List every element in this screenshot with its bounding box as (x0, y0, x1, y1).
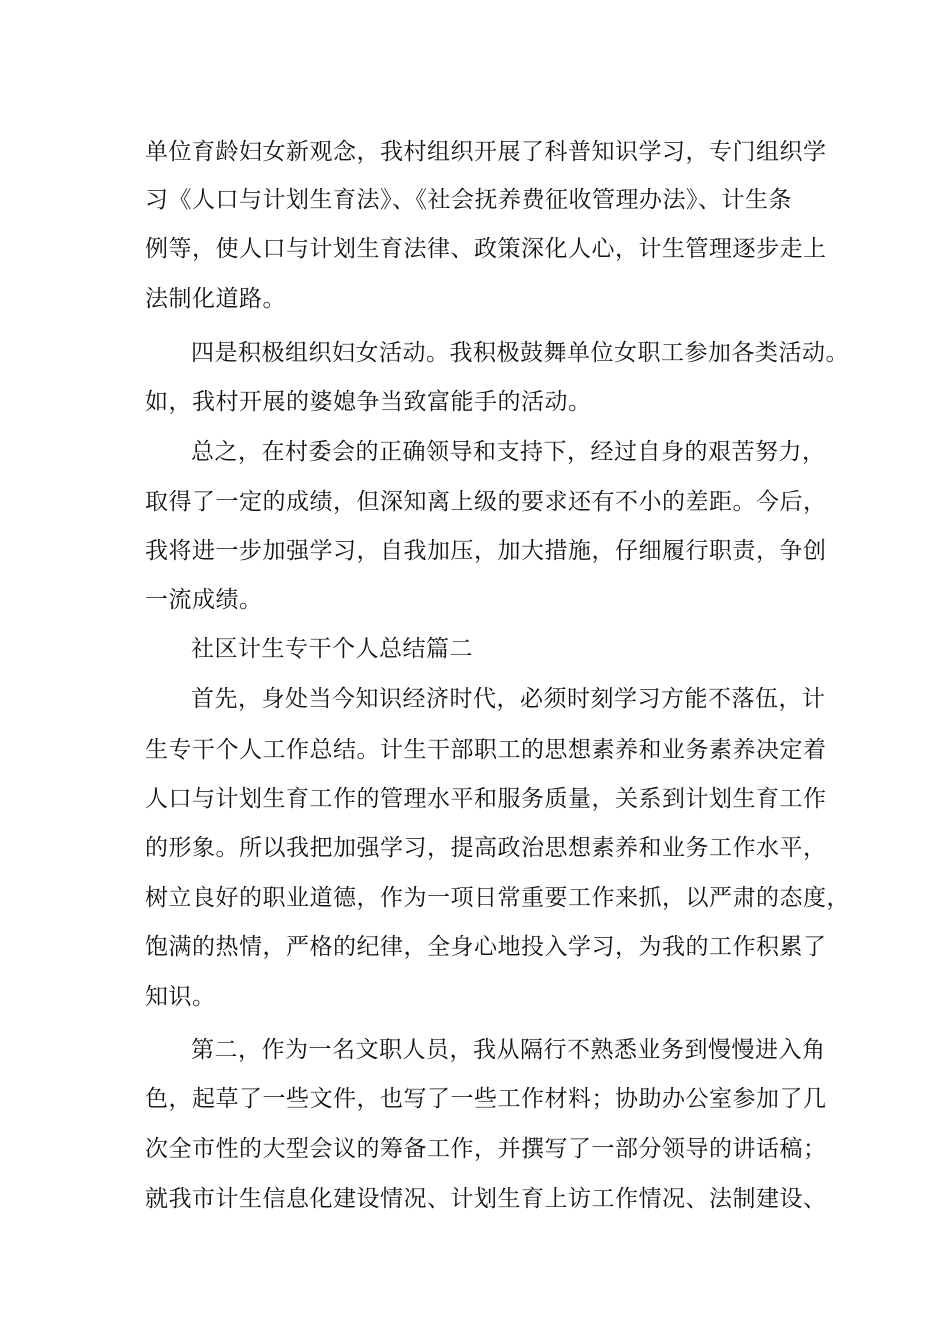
text-line: 饱满的热情，严格的纪律，全身心地投入学习，为我的工作积累了 (145, 934, 827, 960)
text-line: 就我市计生信息化建设情况、计划生育上访工作情况、法制建设、 (145, 1186, 827, 1212)
text-line: 知识。 (145, 984, 216, 1010)
text-line: 取得了一定的成绩，但深知离上级的要求还有不小的差距。今后， (145, 489, 827, 515)
text-line: 如，我村开展的婆媳争当致富能手的活动。 (145, 389, 592, 415)
text-line: 习《人口与计划生育法》、《社会抚养费征收管理办法》、计生条 (145, 187, 792, 213)
text-line: 例等，使人口与计划生育法律、政策深化人心，计生管理逐步走上 (145, 236, 827, 262)
text-line: 次全市性的大型会议的筹备工作，并撰写了一部分领导的讲话稿； (145, 1136, 827, 1162)
text-line: 第二，作为一名文职人员，我从隔行不熟悉业务到慢慢进入角 (191, 1037, 826, 1063)
text-line: 的形象。所以我把加强学习，提高政治思想素养和业务工作水平， (145, 835, 827, 861)
text-line: 总之，在村委会的正确领导和支持下，经过自身的艰苦努力， (191, 439, 826, 465)
text-line: 一流成绩。 (145, 587, 263, 613)
text-line: 人口与计划生育工作的管理水平和服务质量，关系到计划生育工作 (145, 786, 827, 812)
text-line: 四是积极组织妇女活动。我积极鼓舞单位女职工参加各类活动。 (191, 340, 849, 366)
text-line: 法制化道路。 (145, 286, 286, 312)
text-line: 色，起草了一些文件，也写了一些工作材料；协助办公室参加了几 (145, 1086, 827, 1112)
text-line: 首先，身处当今知识经济时代，必须时刻学习方能不落伍，计 (191, 686, 826, 712)
text-line: 我将进一步加强学习，自我加压，加大措施，仔细履行职责，争创 (145, 538, 827, 564)
section-heading: 社区计生专干个人总结篇二 (191, 636, 473, 662)
text-line: 单位育龄妇女新观念，我村组织开展了科普知识学习，专门组织学 (145, 139, 827, 165)
text-line: 生专干个人工作总结。计生干部职工的思想素养和业务素养决定着 (145, 737, 827, 763)
text-line: 树立良好的职业道德，作为一项日常重要工作来抓，以严肃的态度， (145, 885, 850, 911)
